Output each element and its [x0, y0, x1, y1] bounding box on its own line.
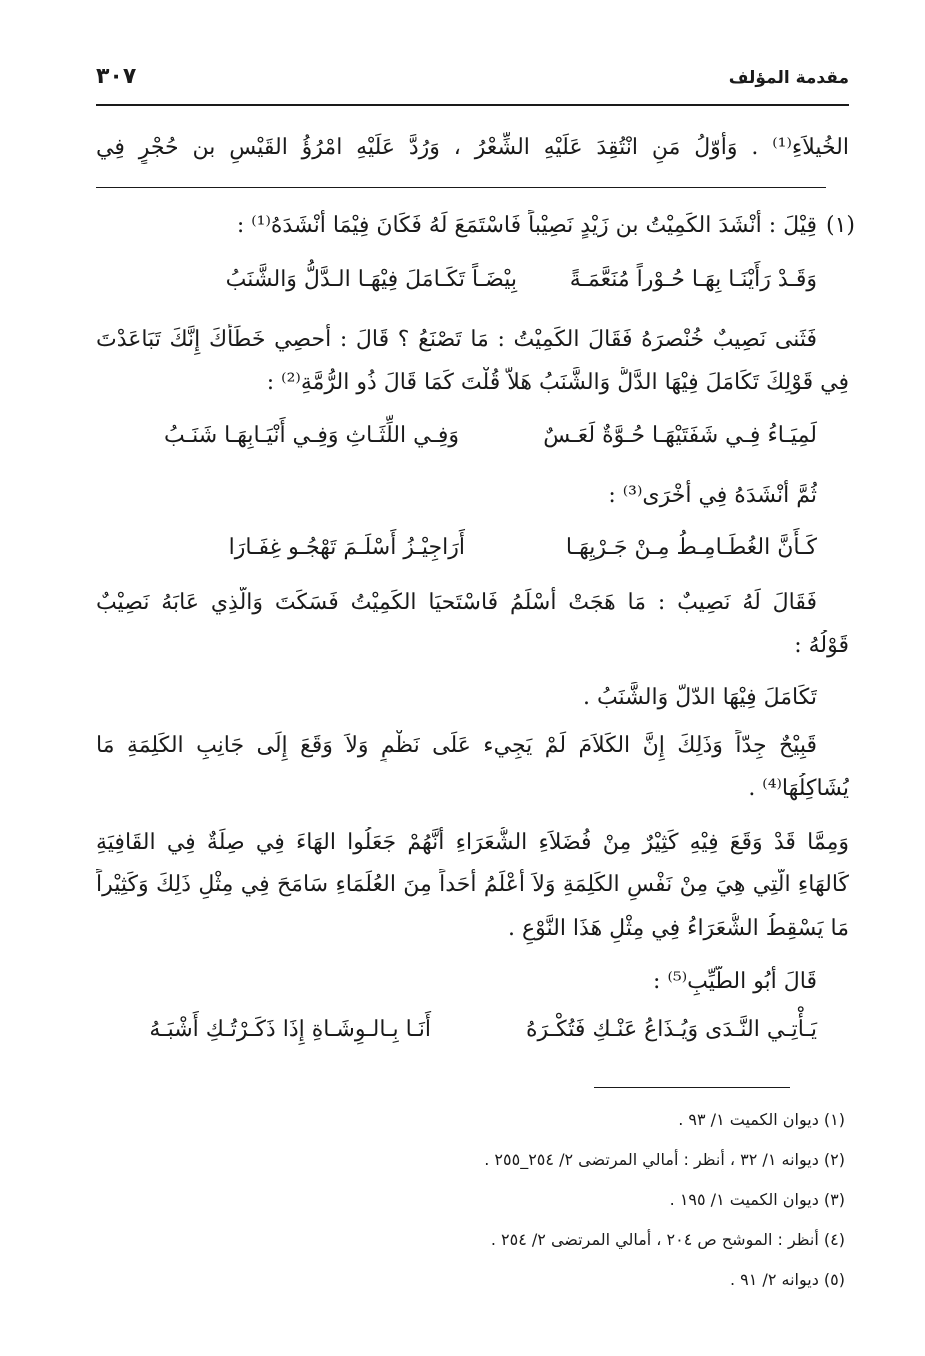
footnote-line: يُشَاكِلُهَا⁽⁴⁾ . [748, 776, 849, 801]
body-text-line: مَا يَسْقِطُ الشُّعَرَاءُ فِي مِثْلِ هَذَا النَّوْعِ . [508, 916, 849, 941]
footnotes-separator [594, 1087, 790, 1088]
running-head [96, 64, 849, 96]
verse-hemistich: يَـأْتِـي النَّـدَى وَيُـذَاعُ عَنْـكِ فَتُكْـرَهُ [526, 1017, 817, 1042]
footnote-item: (١) ديوان الكميت ١/ ٩٣ . [678, 1110, 845, 1129]
footnote-marker: (١) [825, 213, 855, 238]
footnote-line: قِيْلَ : أَنْشَدَ الكَمِيْتُ بن زَيْدٍ نَصِيْباً فَاسْتَمَعَ لَهُ فَكَانَ فِيْمَا أَنْشَدَهُ⁽¹⁾ : [236, 213, 817, 238]
main-text-separator [96, 187, 826, 188]
body-text-line: وَمِمَّا قَدْ وَقَعَ فِيْهِ كَثِيْرٌ مِنْ فُضَلاَءِ الشُّعَرَاءِ أَنَّهُمْ جَعَلُوا الهَاءَ فِي صِلَةٌ فِي القَافِيَةِ [96, 830, 849, 855]
verse-hemistich: أَرَاجِيْـزُ أَسْلَـمَ تَهْجُـو غِفَـارَا [228, 535, 465, 560]
verse-hemistich: كَـأَنَّ الغُطَـامِـطُ مِـنْ جَـرْيِهَـا [565, 535, 817, 560]
footnote-line: فَقَالَ لَهُ نَصِيبٌ : مَا هَجَتْ أَسْلَمُ فَاسْتَحيَا الكَمِيْتُ فَسَكَتَ وَالَّذِي عَابَهُ نَصِيْبٌ [96, 590, 817, 615]
footnote-line: تَكَامَلَ فِيْهَا الدّلّ وَالشَّنَبُ . [582, 685, 817, 710]
footnote-line: فَثَنى نَصِيبٌ خُنْصرَهُ فَقَالَ الكَمِيْتُ : مَا تَصْنَعُ ؟ قَالَ : أُحصِي خَطَأَكَ إِنَّكَ تَبَاعَدْتَ [96, 327, 817, 352]
verse-hemistich: بِيْضَـاً تَكَـامَلَ فِيْهَـا الـدَّلُّ وَالشَّنَبُ [225, 267, 517, 292]
verse-hemistich: وَفِـي اللِّثَـاثِ وَفِـي أَنْيَـابِهَـا شَنَـبُ [164, 423, 459, 448]
footnote-line: فِي قَوْلِكَ تَكَامَلَ فِيْهَا الدَّلُّ وَالشَّنَبُ هَلاَّ قُلْتَ كَمَا قَالَ ذُو الرُّمَّةِ⁽²⁾ : [266, 370, 849, 395]
footnote-item: (٤) أنظر : الموشح ص ٢٠٤ ، أمالي المرتضى ٢/ ٢٥٤ . [490, 1230, 845, 1249]
footnote-line: قَوْلُهُ : [794, 633, 849, 658]
verse-hemistich: لَمِيَـاءُ فِـي شَفَتَيْهَـا حُـوَّةٌ لَعَـسٌ [543, 423, 817, 448]
verse-hemistich: أَنَـا بِـالـوِشَـاةِ إِذَا ذَكَـرْتُـكِ أَشْبَـهُ [149, 1017, 431, 1042]
header-rule [96, 104, 849, 106]
footnote-item: (٣) ديوان الكميت ١/ ١٩٥ . [669, 1190, 845, 1209]
footnote-line: قَبِيْحٌ جِدّاً وَذَلِكَ إِنَّ الكَلاَمَ لَمْ يَجِيء عَلَى نَظْمٍ وَلاَ وَقَعَ إِلَى جَانِبِ الكَلِمَةِ مَا [96, 733, 817, 758]
footnote-item: (٥) ديوانه ٢/ ٩١ . [729, 1270, 845, 1289]
page-number: ٣٠٧ [96, 64, 137, 89]
body-text-line: قَالَ أَبُو الطَّيِّبِ⁽⁵⁾ : [653, 969, 817, 994]
verse-hemistich: وَقَـدْ رَأَيْنَـا بِهَـا حُـوْراً مُنَعَّمَـةً [569, 267, 817, 292]
main-text-line: الخُيلاَءِ⁽¹⁾ . وَأَوّلُ مَنِ انْتُقِدَ عَلَيْهِ الشِّعْرُ ، وَرُدَّ عَلَيْهِ امْرُؤُ القَيْسِ بن حُجْرٍ فِي [96, 135, 849, 160]
footnote-line: ثُمَّ أَنْشَدَهُ فِي أُخْرَى⁽³⁾ : [608, 483, 817, 508]
chapter-title: مقدمة المؤلف [728, 68, 849, 88]
body-text-line: كَالهَاءِ الَّتِي هِيَ مِنْ نَفْسِ الكَلِمَةِ وَلاَ أَعْلَمُ أَحَداً مِنَ العُلَمَاءِ سَامَحَ فِي مِثْلِ ذَلِكَ وَكَثِيْراً [96, 872, 849, 897]
footnote-item: (٢) ديوانه ١/ ٣٢ ، أنظر : أمالي المرتضى ٢/ ٢٥٤_٢٥٥ . [484, 1150, 845, 1169]
